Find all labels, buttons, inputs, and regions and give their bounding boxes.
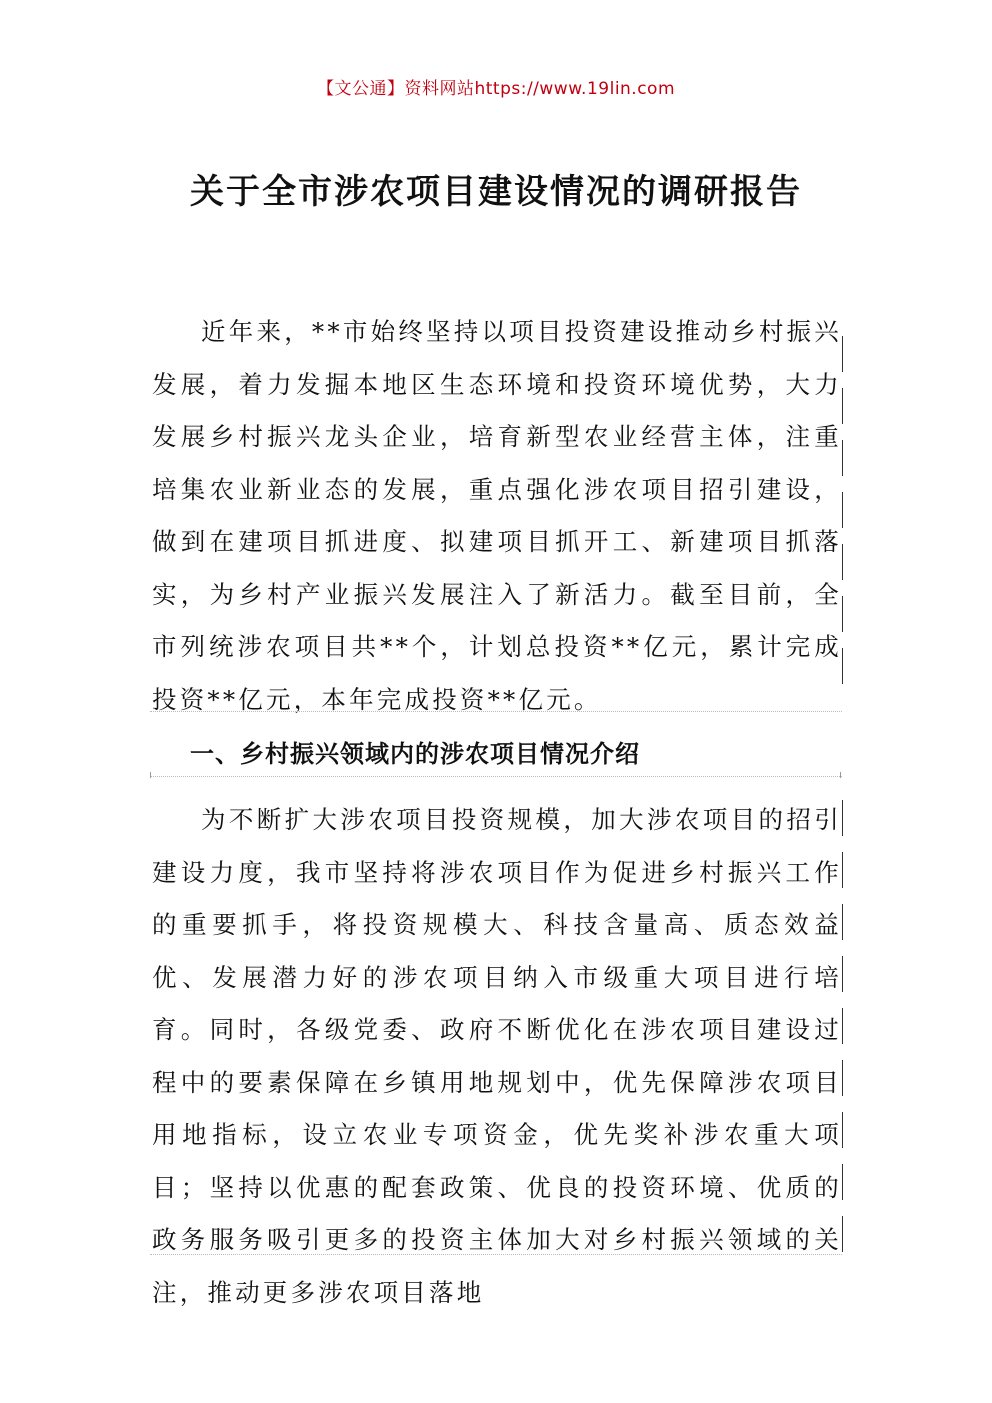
document-title: 关于全市涉农项目建设情况的调研报告 xyxy=(190,172,802,212)
margin-marker xyxy=(842,1060,843,1096)
margin-marker xyxy=(842,440,843,476)
margin-marker xyxy=(842,1008,843,1044)
margin-marker xyxy=(842,544,843,580)
section-divider xyxy=(150,776,842,777)
corner-tick xyxy=(840,772,841,778)
margin-marker xyxy=(842,648,843,684)
section-divider xyxy=(150,711,842,712)
margin-marker xyxy=(842,596,843,632)
margin-marker xyxy=(842,1216,843,1252)
page-bottom-divider xyxy=(150,1254,842,1255)
margin-marker xyxy=(842,904,843,940)
site-header-link: 【文公通】资料网站https://www.19lin.com xyxy=(316,79,676,99)
margin-marker xyxy=(842,1112,843,1148)
margin-marker xyxy=(842,956,843,992)
margin-marker xyxy=(842,1164,843,1200)
corner-tick xyxy=(150,772,151,778)
margin-marker xyxy=(842,388,843,424)
section-paragraph: 为不断扩大涉农项目投资规模，加大涉农项目的招引建设力度，我市坚持将涉农项目作为促进乡村振兴工作的重要抓手，将投资规模大、科技含量高、质态效益优、发展潜力好的涉农项目纳入市级重大项目进行培育。同时，各级党委、政府不断优化在涉农项目建设过程中的要素保障在乡镇用地规划中，优先保障涉农项目用地指标，设立农业专项资金，优先奖补涉农重大项目；坚持以优惠的配套政策、优良的投资环境、优质的政务服务吸引更多的投资主体加大对乡村振兴领域的关注，推动更多涉农项目落地 xyxy=(152,805,842,1307)
section-heading: 一、乡村振兴领域内的涉农项目情况介绍 xyxy=(190,740,640,768)
intro-paragraph: 近年来，**市始终坚持以项目投资建设推动乡村振兴发展，着力发掘本地区生态环境和投资环境优势，大力发展乡村振兴龙头企业，培育新型农业经营主体，注重培集农业新业态的发展，重点强化涉农项目招引建设，做到在建项目抓进度、拟建项目抓开工、新建项目抓落实，为乡村产业振兴发展注入了新活力。截至目前，全市列统涉农项目共**个，计划总投资**亿元，累计完成投资**亿元，本年完成投资**亿元。 xyxy=(152,317,842,714)
margin-marker xyxy=(842,800,843,836)
margin-marker xyxy=(842,492,843,528)
margin-marker xyxy=(842,852,843,888)
margin-marker xyxy=(842,336,843,372)
